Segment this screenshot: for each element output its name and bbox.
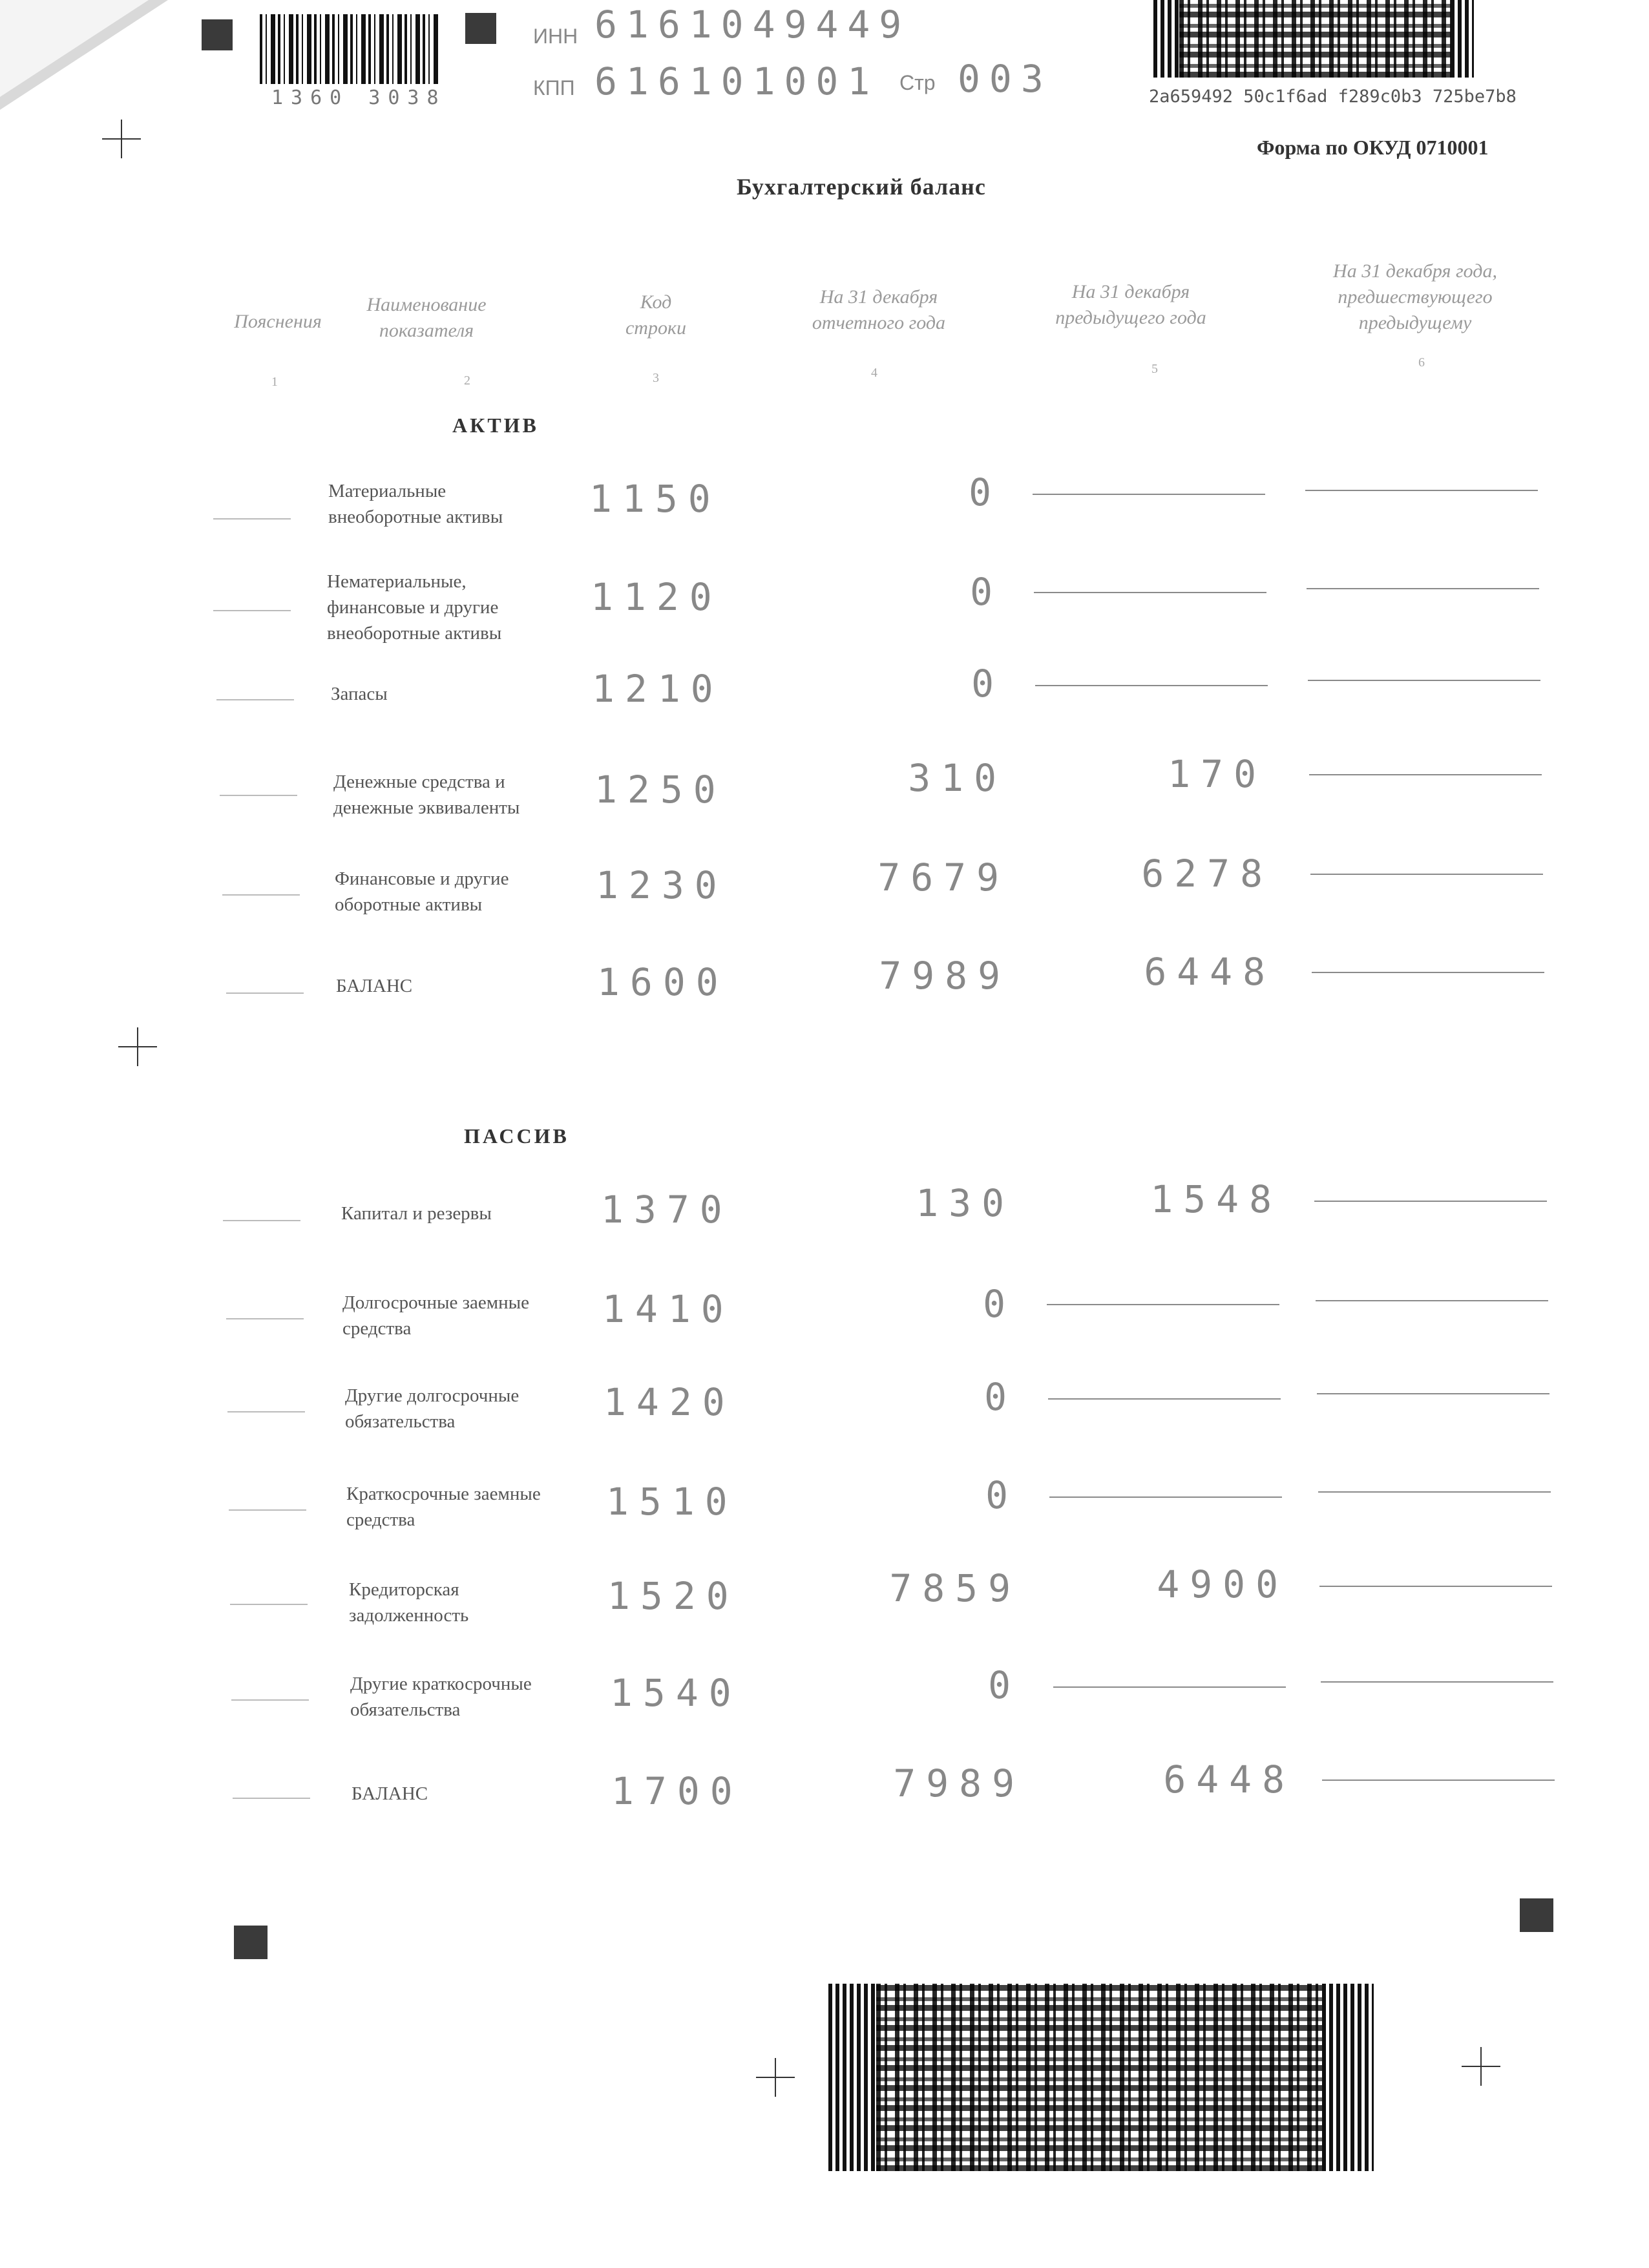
row-name: Денежные средства и денежные эквиваленты [333, 772, 520, 818]
row-name: Другие краткосрочные обязательства [350, 1674, 532, 1720]
notes-blank [227, 1411, 305, 1412]
row-current: 0 [971, 662, 1004, 706]
row-before-blank [1305, 490, 1538, 491]
notes-blank [229, 1509, 306, 1511]
notes-blank [213, 518, 291, 520]
registration-marker [202, 19, 233, 50]
page-number: 003 [958, 57, 1053, 101]
document-title: Бухгалтерский баланс [737, 174, 986, 200]
section-heading-assets: АКТИВ [452, 414, 539, 437]
row-name: Финансовые и другие оборотные активы [335, 868, 509, 915]
row-before-blank [1307, 588, 1539, 589]
row-current: 0 [970, 570, 1003, 614]
crosshair-mark [756, 2058, 795, 2097]
2d-barcode [1179, 0, 1451, 78]
row-current: 7679 [877, 856, 1009, 899]
row-name: Другие долгосрочные обязательства [345, 1385, 520, 1432]
folded-corner-inner [0, 0, 149, 97]
row-before-blank [1308, 680, 1540, 681]
row-code: 1700 [611, 1769, 743, 1813]
col-number: 3 [653, 371, 659, 385]
inn-value: 6161049449 [594, 3, 911, 47]
row-current: 7989 [893, 1761, 1025, 1805]
2d-barcode-edge [1153, 0, 1179, 78]
form-code: Форма по ОКУД 0710001 [1257, 136, 1489, 159]
row-name: Материальные внеоборотные активы [328, 481, 503, 527]
row-name: Капитал и резервы [341, 1203, 492, 1224]
row-current: 7989 [879, 954, 1011, 998]
row-previous-blank [1034, 592, 1266, 593]
col-header-current: На 31 декабря отчетного года [812, 286, 946, 333]
row-before-blank [1319, 1586, 1552, 1587]
row-name: БАЛАНС [352, 1783, 428, 1804]
row-code: 1250 [594, 768, 726, 812]
row-code: 1150 [589, 477, 721, 521]
notes-blank [230, 1604, 308, 1605]
linear-barcode [260, 14, 441, 84]
row-current: 0 [984, 1375, 1017, 1419]
row-previous: 1548 [1150, 1177, 1282, 1221]
notes-blank [222, 894, 300, 896]
barcode-number: 1360 3038 [271, 87, 446, 109]
row-previous: 4900 [1157, 1562, 1288, 1606]
crosshair-mark [102, 120, 141, 158]
kpp-label: КПП [533, 76, 575, 100]
row-name: Кредиторская задолженность [349, 1579, 469, 1626]
row-current: 0 [969, 470, 1002, 514]
row-code: 1370 [601, 1188, 733, 1232]
registration-marker [234, 1926, 268, 1959]
row-code: 1210 [592, 667, 724, 711]
row-code: 1420 [604, 1380, 735, 1424]
row-current: 7859 [889, 1566, 1021, 1610]
col-number: 1 [271, 375, 278, 389]
notes-blank [226, 992, 304, 994]
row-name: Нематериальные, финансовые и другие внеоборотные активы [327, 571, 502, 644]
row-previous-blank [1048, 1398, 1281, 1400]
notes-blank [226, 1318, 304, 1319]
row-current: 130 [916, 1181, 1014, 1225]
row-name: Краткосрочные заемные средства [346, 1484, 541, 1530]
row-before-blank [1309, 774, 1542, 775]
col-header-notes: Пояснения [234, 311, 322, 332]
row-code: 1520 [607, 1574, 739, 1618]
col-header-previous: На 31 декабря предыдущего года [1055, 281, 1206, 328]
row-current: 310 [908, 756, 1007, 800]
row-before-blank [1318, 1491, 1551, 1493]
section-heading-liabilities: ПАССИВ [464, 1124, 569, 1148]
row-name: БАЛАНС [336, 976, 413, 996]
row-previous-blank [1049, 1496, 1282, 1498]
row-code: 1510 [606, 1480, 738, 1524]
col-number: 4 [871, 366, 877, 380]
2d-barcode-edge [1451, 0, 1474, 78]
col-number: 6 [1418, 355, 1425, 370]
registration-marker [1520, 1898, 1553, 1932]
notes-blank [213, 610, 291, 611]
2d-barcode [876, 1984, 1322, 2171]
page-label: Стр [899, 71, 936, 94]
row-name: Долгосрочные заемные средства [342, 1292, 530, 1339]
notes-blank [220, 795, 297, 796]
row-previous: 6448 [1163, 1758, 1295, 1801]
kpp-value: 616101001 [594, 59, 879, 103]
row-previous: 170 [1168, 752, 1266, 796]
row-code: 1230 [596, 863, 728, 907]
row-previous-blank [1035, 685, 1268, 686]
row-before-blank [1314, 1201, 1547, 1202]
row-before-blank [1310, 874, 1543, 875]
registration-marker [465, 13, 496, 44]
row-before-blank [1322, 1780, 1555, 1781]
row-previous-blank [1053, 1686, 1286, 1688]
crosshair-mark [1462, 2047, 1500, 2086]
row-code: 1410 [602, 1287, 734, 1331]
row-current: 0 [988, 1663, 1021, 1707]
row-code: 1540 [610, 1671, 742, 1715]
row-before-blank [1317, 1393, 1549, 1394]
row-code: 1600 [597, 960, 729, 1004]
row-previous-blank [1033, 494, 1265, 495]
notes-blank [233, 1798, 310, 1799]
col-number: 5 [1151, 362, 1158, 376]
row-name: Запасы [331, 684, 388, 704]
col-header-code: Код строки [625, 291, 686, 339]
row-before-blank [1316, 1300, 1548, 1301]
row-current: 0 [985, 1473, 1018, 1517]
row-current: 0 [983, 1282, 1016, 1326]
row-before-blank [1321, 1681, 1553, 1683]
row-code: 1120 [591, 575, 722, 619]
row-previous-blank [1047, 1304, 1279, 1305]
row-previous: 6448 [1144, 950, 1276, 994]
document-hash: 2a659492 50c1f6ad f289c0b3 725be7b8 [1149, 87, 1517, 107]
col-header-before: На 31 декабря года, предшествующего предыдущему [1333, 260, 1497, 333]
notes-blank [231, 1699, 309, 1701]
notes-blank [216, 699, 294, 700]
row-previous: 6278 [1141, 852, 1273, 896]
2d-barcode-edge [1322, 1984, 1374, 2171]
row-before-blank [1312, 972, 1544, 973]
notes-blank [223, 1220, 300, 1221]
inn-label: ИНН [533, 25, 578, 48]
crosshair-mark [118, 1027, 157, 1066]
2d-barcode-edge [828, 1984, 876, 2171]
col-header-name: Наименование показателя [366, 294, 487, 341]
col-number: 2 [464, 373, 470, 388]
